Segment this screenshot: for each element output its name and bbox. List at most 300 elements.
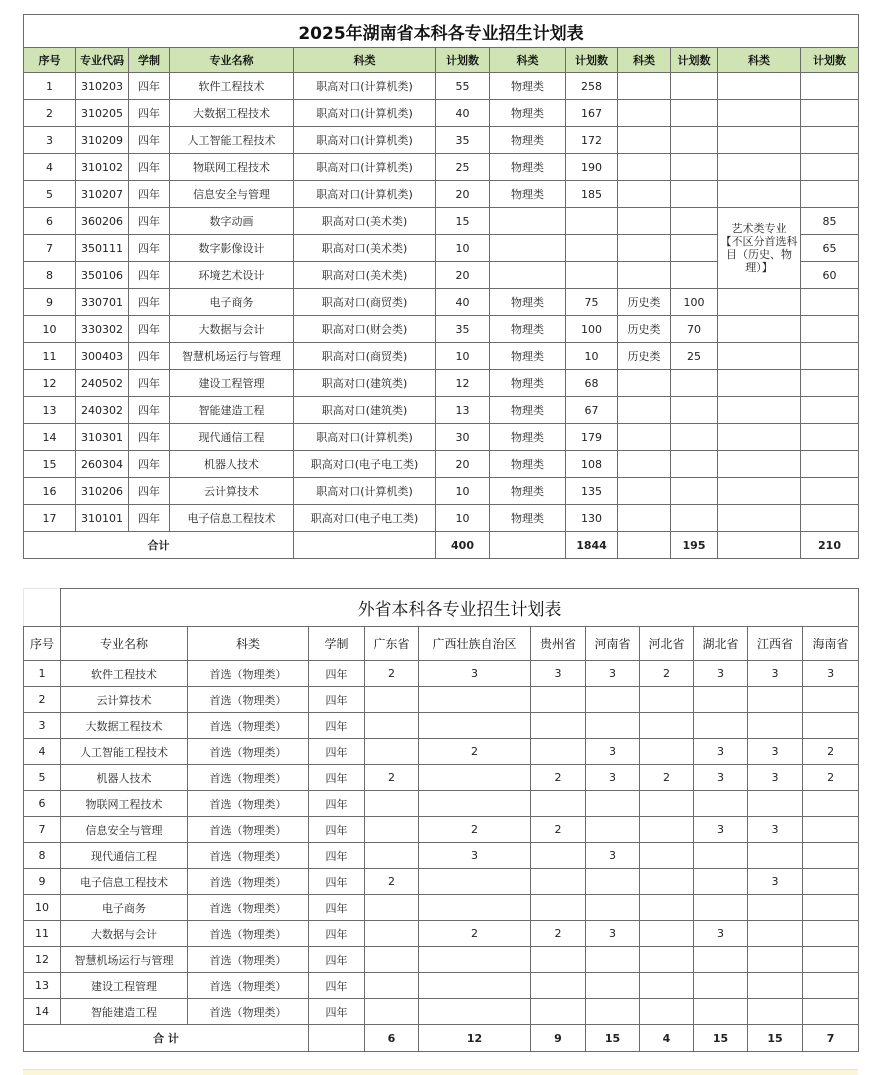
cell-major: 软件工程技术 xyxy=(170,73,294,100)
cell-years: 四年 xyxy=(309,999,365,1025)
cell-province-plan: 3 xyxy=(586,921,640,947)
cell-empty xyxy=(718,505,801,532)
cell-province-plan: 2 xyxy=(419,739,531,765)
cell-code: 310206 xyxy=(76,478,129,505)
cell-province-plan: 2 xyxy=(365,661,419,687)
cell-empty xyxy=(801,343,859,370)
cell-cat: 首选（物理类） xyxy=(188,791,309,817)
cell-province-plan xyxy=(365,817,419,843)
cell-province-plan xyxy=(803,921,859,947)
cell-no: 12 xyxy=(24,947,61,973)
cell-plan: 13 xyxy=(436,397,490,424)
cell-province-plan: 3 xyxy=(419,843,531,869)
cell-c2: 物理类 xyxy=(490,478,566,505)
cell-province-plan: 3 xyxy=(694,765,748,791)
cell-major: 大数据与会计 xyxy=(170,316,294,343)
cell-years: 四年 xyxy=(309,895,365,921)
cell-empty xyxy=(294,532,436,559)
cell-p3 xyxy=(671,100,718,127)
cell-p3 xyxy=(671,73,718,100)
cell-years: 四年 xyxy=(309,765,365,791)
column-header: 学制 xyxy=(129,48,170,73)
cell-province-plan xyxy=(531,791,586,817)
total-province: 15 xyxy=(586,1025,640,1052)
cell-empty xyxy=(718,73,801,100)
cell-province-plan xyxy=(586,895,640,921)
cell-years: 四年 xyxy=(129,154,170,181)
cell-c2: 物理类 xyxy=(490,181,566,208)
cell-code: 310205 xyxy=(76,100,129,127)
cell-c3 xyxy=(618,73,671,100)
cell-province-plan xyxy=(365,895,419,921)
total-province: 4 xyxy=(640,1025,694,1052)
total-label: 合 计 xyxy=(24,1025,309,1052)
cell-province-plan xyxy=(694,713,748,739)
cell-major: 大数据工程技术 xyxy=(170,100,294,127)
cell-years: 四年 xyxy=(129,424,170,451)
total-physics: 1844 xyxy=(566,532,618,559)
cell-no: 13 xyxy=(24,973,61,999)
cell-province-plan xyxy=(640,999,694,1025)
cell-p2: 258 xyxy=(566,73,618,100)
cell-c3 xyxy=(618,424,671,451)
cell-no: 7 xyxy=(24,817,61,843)
cell-cat: 职高对口(电子电工类) xyxy=(294,505,436,532)
cell-code: 310209 xyxy=(76,127,129,154)
cell-p2: 130 xyxy=(566,505,618,532)
cell-c2: 物理类 xyxy=(490,100,566,127)
cell-no: 4 xyxy=(24,739,61,765)
cell-province-plan xyxy=(640,869,694,895)
cell-empty xyxy=(801,289,859,316)
cell-c2: 物理类 xyxy=(490,424,566,451)
cell-no: 14 xyxy=(24,424,76,451)
cell-c3: 历史类 xyxy=(618,343,671,370)
cell-c2: 物理类 xyxy=(490,154,566,181)
cell-cat: 首选（物理类） xyxy=(188,765,309,791)
cell-province-plan: 2 xyxy=(640,661,694,687)
cell-empty xyxy=(309,1025,365,1052)
column-header: 计划数 xyxy=(801,48,859,73)
cell-p2 xyxy=(566,262,618,289)
cell-major: 机器人技术 xyxy=(170,451,294,478)
cell-years: 四年 xyxy=(309,791,365,817)
cell-province-plan xyxy=(640,687,694,713)
cell-plan: 20 xyxy=(436,451,490,478)
cell-major: 软件工程技术 xyxy=(61,661,188,687)
table-row xyxy=(24,947,859,973)
cell-p3 xyxy=(671,262,718,289)
cell-province-plan xyxy=(748,791,803,817)
cell-empty xyxy=(718,532,801,559)
cell-province-plan xyxy=(803,817,859,843)
table-row xyxy=(24,181,859,208)
cell-c2 xyxy=(490,235,566,262)
column-header: 科类 xyxy=(188,627,309,661)
cell-province-plan xyxy=(419,973,531,999)
cell-province-plan xyxy=(586,947,640,973)
cell-code: 350106 xyxy=(76,262,129,289)
hunan-plan-table xyxy=(23,14,859,559)
cell-empty xyxy=(718,424,801,451)
cell-province-plan xyxy=(365,739,419,765)
cell-province-plan xyxy=(640,817,694,843)
cell-province-plan xyxy=(586,973,640,999)
cell-p3 xyxy=(671,397,718,424)
cell-major: 物联网工程技术 xyxy=(170,154,294,181)
cell-province-plan xyxy=(531,947,586,973)
cell-code: 310207 xyxy=(76,181,129,208)
cell-no: 16 xyxy=(24,478,76,505)
cell-p3 xyxy=(671,505,718,532)
cell-cat: 首选（物理类） xyxy=(188,999,309,1025)
table-row xyxy=(24,478,859,505)
cell-province-plan xyxy=(748,687,803,713)
cell-c2: 物理类 xyxy=(490,505,566,532)
cell-p3 xyxy=(671,478,718,505)
table-row xyxy=(24,397,859,424)
cell-empty xyxy=(801,370,859,397)
cell-empty xyxy=(718,181,801,208)
cell-major: 环境艺术设计 xyxy=(170,262,294,289)
cell-province-plan xyxy=(586,791,640,817)
cell-province-plan xyxy=(748,895,803,921)
column-header: 序号 xyxy=(24,48,76,73)
cell-years: 四年 xyxy=(129,289,170,316)
table-row xyxy=(24,687,859,713)
cell-province-plan: 2 xyxy=(365,869,419,895)
cell-province-plan xyxy=(803,999,859,1025)
cell-c3 xyxy=(618,397,671,424)
cell-cat: 职高对口(计算机类) xyxy=(294,478,436,505)
table-row xyxy=(24,451,859,478)
column-header: 海南省 xyxy=(803,627,859,661)
cell-province-plan: 3 xyxy=(586,765,640,791)
total-row xyxy=(24,1025,859,1052)
cell-province-plan xyxy=(586,869,640,895)
cell-years: 四年 xyxy=(309,869,365,895)
cell-p3: 25 xyxy=(671,343,718,370)
cell-no: 12 xyxy=(24,370,76,397)
cell-major: 人工智能工程技术 xyxy=(170,127,294,154)
cell-p2 xyxy=(566,208,618,235)
cell-province-plan xyxy=(748,713,803,739)
cell-c3 xyxy=(618,505,671,532)
cell-years: 四年 xyxy=(129,181,170,208)
table-row xyxy=(24,154,859,181)
total-art: 210 xyxy=(801,532,859,559)
cell-no: 5 xyxy=(24,765,61,791)
table2-title: 外省本科各专业招生计划表 xyxy=(61,589,859,627)
cell-no: 8 xyxy=(24,262,76,289)
cell-no: 3 xyxy=(24,713,61,739)
column-header: 科类 xyxy=(294,48,436,73)
cell-cat: 职高对口(计算机类) xyxy=(294,73,436,100)
cell-province-plan: 3 xyxy=(419,661,531,687)
cell-c2: 物理类 xyxy=(490,316,566,343)
cell-province-plan: 2 xyxy=(531,765,586,791)
cell-plan: 10 xyxy=(436,478,490,505)
cell-province-plan xyxy=(640,895,694,921)
cell-c3 xyxy=(618,127,671,154)
table-row xyxy=(24,661,859,687)
total-province: 15 xyxy=(748,1025,803,1052)
cell-province-plan xyxy=(419,999,531,1025)
cell-code: 360206 xyxy=(76,208,129,235)
cell-province-plan xyxy=(531,973,586,999)
total-plan: 400 xyxy=(436,532,490,559)
cell-no: 11 xyxy=(24,343,76,370)
cell-plan: 15 xyxy=(436,208,490,235)
total-label: 合计 xyxy=(24,532,294,559)
art-category-note: 艺术类专业 【不区分首选科目（历史、物理）】 xyxy=(718,208,801,289)
cell-art-plan: 85 xyxy=(801,208,859,235)
cell-province-plan xyxy=(640,921,694,947)
cell-province-plan xyxy=(803,895,859,921)
cell-years: 四年 xyxy=(309,687,365,713)
cell-province-plan xyxy=(803,687,859,713)
cell-province-plan xyxy=(748,999,803,1025)
cell-p3: 70 xyxy=(671,316,718,343)
cell-art-plan: 60 xyxy=(801,262,859,289)
cell-empty xyxy=(801,154,859,181)
cell-no: 9 xyxy=(24,289,76,316)
cell-province-plan xyxy=(640,791,694,817)
table-row xyxy=(24,289,859,316)
cell-major: 智能建造工程 xyxy=(61,999,188,1025)
cell-c2: 物理类 xyxy=(490,451,566,478)
cell-province-plan xyxy=(803,843,859,869)
cell-years: 四年 xyxy=(129,343,170,370)
cell-no: 5 xyxy=(24,181,76,208)
cell-years: 四年 xyxy=(309,713,365,739)
cell-no: 13 xyxy=(24,397,76,424)
cell-empty xyxy=(801,316,859,343)
cell-major: 云计算技术 xyxy=(61,687,188,713)
cell-plan: 10 xyxy=(436,343,490,370)
cell-major: 大数据与会计 xyxy=(61,921,188,947)
cell-cat: 首选（物理类） xyxy=(188,713,309,739)
cell-years: 四年 xyxy=(129,235,170,262)
cell-cat: 职高对口(计算机类) xyxy=(294,127,436,154)
cell-province-plan: 3 xyxy=(748,817,803,843)
cell-empty xyxy=(801,478,859,505)
cell-no: 1 xyxy=(24,661,61,687)
table-row xyxy=(24,791,859,817)
cell-p2: 135 xyxy=(566,478,618,505)
column-header: 贵州省 xyxy=(531,627,586,661)
cell-no: 6 xyxy=(24,208,76,235)
cell-c2: 物理类 xyxy=(490,73,566,100)
table-row xyxy=(24,895,859,921)
other-provinces-plan-table xyxy=(23,588,859,1052)
column-header: 科类 xyxy=(618,48,671,73)
cell-plan: 55 xyxy=(436,73,490,100)
cell-plan: 40 xyxy=(436,289,490,316)
cell-province-plan: 2 xyxy=(640,765,694,791)
cell-cat: 首选（物理类） xyxy=(188,661,309,687)
cell-province-plan xyxy=(531,687,586,713)
cell-cat: 首选（物理类） xyxy=(188,973,309,999)
cell-plan: 20 xyxy=(436,262,490,289)
cell-code: 310301 xyxy=(76,424,129,451)
column-header: 湖北省 xyxy=(694,627,748,661)
cell-p2: 185 xyxy=(566,181,618,208)
cell-empty xyxy=(801,505,859,532)
cell-code: 260304 xyxy=(76,451,129,478)
cell-years: 四年 xyxy=(309,921,365,947)
table-row xyxy=(24,999,859,1025)
cell-province-plan xyxy=(531,843,586,869)
column-header: 计划数 xyxy=(436,48,490,73)
cell-province-plan xyxy=(694,687,748,713)
cell-empty xyxy=(718,343,801,370)
cell-province-plan xyxy=(531,869,586,895)
cell-province-plan: 3 xyxy=(694,817,748,843)
column-header: 学制 xyxy=(309,627,365,661)
cell-c2 xyxy=(490,262,566,289)
cell-empty xyxy=(801,397,859,424)
cell-province-plan: 3 xyxy=(748,869,803,895)
cell-empty xyxy=(801,451,859,478)
cell-province-plan: 2 xyxy=(419,817,531,843)
table-row xyxy=(24,73,859,100)
cell-province-plan xyxy=(694,947,748,973)
cell-major: 云计算技术 xyxy=(170,478,294,505)
cell-no: 10 xyxy=(24,895,61,921)
cell-province-plan: 3 xyxy=(803,661,859,687)
table-row xyxy=(24,843,859,869)
table-row xyxy=(24,739,859,765)
cell-province-plan xyxy=(748,973,803,999)
cell-province-plan xyxy=(419,687,531,713)
cell-cat: 职高对口(商贸类) xyxy=(294,289,436,316)
cell-province-plan xyxy=(419,895,531,921)
cell-province-plan: 2 xyxy=(419,921,531,947)
cell-province-plan xyxy=(365,999,419,1025)
cell-no: 6 xyxy=(24,791,61,817)
cell-c2: 物理类 xyxy=(490,370,566,397)
cell-p2: 172 xyxy=(566,127,618,154)
cell-province-plan xyxy=(586,713,640,739)
cell-p2: 67 xyxy=(566,397,618,424)
cell-plan: 30 xyxy=(436,424,490,451)
cell-c2: 物理类 xyxy=(490,397,566,424)
cell-major: 电子信息工程技术 xyxy=(170,505,294,532)
cell-province-plan xyxy=(419,765,531,791)
cell-province-plan xyxy=(365,843,419,869)
cell-province-plan xyxy=(694,843,748,869)
cell-no: 15 xyxy=(24,451,76,478)
cell-cat: 首选（物理类） xyxy=(188,687,309,713)
cell-province-plan xyxy=(694,895,748,921)
cell-years: 四年 xyxy=(309,947,365,973)
cell-province-plan xyxy=(419,869,531,895)
cell-c3: 历史类 xyxy=(618,316,671,343)
cell-province-plan xyxy=(531,739,586,765)
table-row xyxy=(24,921,859,947)
cell-cat: 职高对口(美术类) xyxy=(294,235,436,262)
table2-title-spacer xyxy=(24,589,61,627)
cell-major: 数字影像设计 xyxy=(170,235,294,262)
cell-c2: 物理类 xyxy=(490,343,566,370)
cell-province-plan: 3 xyxy=(586,661,640,687)
cell-c3 xyxy=(618,262,671,289)
cell-cat: 职高对口(计算机类) xyxy=(294,154,436,181)
cell-c3 xyxy=(618,235,671,262)
cell-province-plan: 2 xyxy=(803,765,859,791)
cell-province-plan xyxy=(694,999,748,1025)
column-header: 计划数 xyxy=(671,48,718,73)
column-header: 专业名称 xyxy=(170,48,294,73)
table-row xyxy=(24,370,859,397)
cell-province-plan: 3 xyxy=(748,765,803,791)
cell-no: 1 xyxy=(24,73,76,100)
table-row xyxy=(24,208,859,235)
cell-cat: 职高对口(商贸类) xyxy=(294,343,436,370)
cell-province-plan xyxy=(640,947,694,973)
cell-years: 四年 xyxy=(309,973,365,999)
cell-province-plan xyxy=(531,895,586,921)
cell-major: 建设工程管理 xyxy=(61,973,188,999)
cell-province-plan xyxy=(531,999,586,1025)
column-header: 序号 xyxy=(24,627,61,661)
cell-no: 10 xyxy=(24,316,76,343)
cell-years: 四年 xyxy=(129,478,170,505)
cell-province-plan xyxy=(365,973,419,999)
cell-p3 xyxy=(671,154,718,181)
table-row xyxy=(24,127,859,154)
cell-province-plan xyxy=(803,947,859,973)
table1-title: 2025年湖南省本科各专业招生计划表 xyxy=(24,15,859,48)
column-header: 江西省 xyxy=(748,627,803,661)
cell-no: 7 xyxy=(24,235,76,262)
table-row xyxy=(24,713,859,739)
cell-empty xyxy=(718,316,801,343)
cell-plan: 35 xyxy=(436,316,490,343)
cell-p2: 190 xyxy=(566,154,618,181)
column-header: 广西壮族自治区 xyxy=(419,627,531,661)
cell-empty xyxy=(801,100,859,127)
cell-province-plan xyxy=(640,843,694,869)
cell-p2: 10 xyxy=(566,343,618,370)
cell-major: 现代通信工程 xyxy=(61,843,188,869)
cell-p2: 108 xyxy=(566,451,618,478)
cell-cat: 职高对口(财会类) xyxy=(294,316,436,343)
cell-c2 xyxy=(490,208,566,235)
cell-c3 xyxy=(618,208,671,235)
cell-no: 8 xyxy=(24,843,61,869)
cell-p2: 100 xyxy=(566,316,618,343)
cell-p3 xyxy=(671,370,718,397)
cell-empty xyxy=(801,424,859,451)
cell-cat: 职高对口(计算机类) xyxy=(294,181,436,208)
cell-major: 电子商务 xyxy=(61,895,188,921)
column-header: 广东省 xyxy=(365,627,419,661)
cell-cat: 首选（物理类） xyxy=(188,869,309,895)
cell-code: 300403 xyxy=(76,343,129,370)
cell-p3: 100 xyxy=(671,289,718,316)
cell-province-plan xyxy=(803,869,859,895)
cell-c3 xyxy=(618,478,671,505)
cell-years: 四年 xyxy=(309,817,365,843)
cell-plan: 35 xyxy=(436,127,490,154)
cell-cat: 职高对口(建筑类) xyxy=(294,397,436,424)
cell-c2: 物理类 xyxy=(490,127,566,154)
cell-empty xyxy=(490,532,566,559)
cell-years: 四年 xyxy=(129,208,170,235)
cell-province-plan xyxy=(365,947,419,973)
